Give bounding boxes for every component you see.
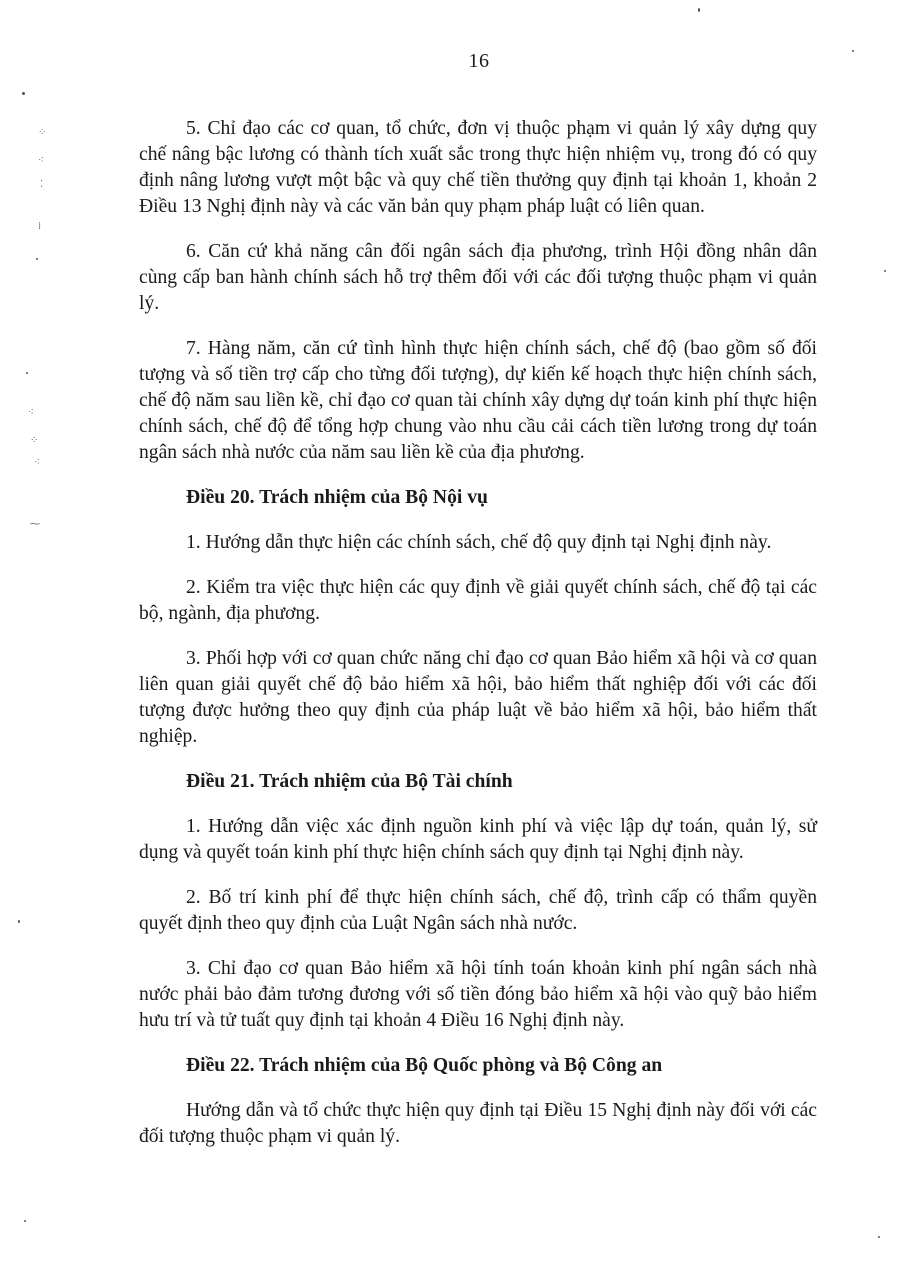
paragraph: 3. Chỉ đạo cơ quan Bảo hiểm xã hội tính toán khoản kinh phí ngân sách nhà nước phải bảo đảm tương đương với số tiền đóng bảo hiểm xã hội vào quỹ bảo hiểm hưu trí và tử tuất quy định tại khoản 4 Điều 16 Nghị định này. <box>139 958 817 1031</box>
paragraph: 5. Chỉ đạo các cơ quan, tổ chức, đơn vị thuộc phạm vi quản lý xây dựng quy chế nâng bậc lương có thành tích xuất sắc trong thực hiện nhiệm vụ, trong đó có quy định nâng lương vượt một bậc và quy chế tiền thưởng quy định tại khoản 1, khoản 2 Điều 13 Nghị định này và các văn bản quy phạm pháp luật có liên quan. <box>139 118 817 217</box>
article-heading: Điều 21. Trách nhiệm của Bộ Tài chính <box>186 771 513 792</box>
paragraph: Hướng dẫn và tổ chức thực hiện quy định tại Điều 15 Nghị định này đối với các đối tượng thuộc phạm vi quản lý. <box>139 1100 817 1147</box>
article-heading: Điều 20. Trách nhiệm của Bộ Nội vụ <box>186 487 488 508</box>
paragraph: 3. Phối hợp với cơ quan chức năng chỉ đạo cơ quan Bảo hiểm xã hội và cơ quan liên quan giải quyết chế độ bảo hiểm xã hội, bảo hiểm thất nghiệp đối với các đối tượng được hưởng theo quy định của pháp luật về bảo hiểm xã hội, bảo hiểm thất nghiệp. <box>139 648 817 747</box>
paragraph: 2. Bố trí kinh phí để thực hiện chính sách, chế độ, trình cấp có thẩm quyền quyết định theo quy định của Luật Ngân sách nhà nước. <box>139 887 817 934</box>
article-heading: Điều 22. Trách nhiệm của Bộ Quốc phòng và Bộ Công an <box>186 1055 663 1076</box>
paragraph: 1. Hướng dẫn việc xác định nguồn kinh phí và việc lập dự toán, quản lý, sử dụng và quyết toán kinh phí thực hiện chính sách quy định tại Nghị định này. <box>139 816 817 863</box>
paragraph: 6. Căn cứ khả năng cân đối ngân sách địa phương, trình Hội đồng nhân dân cùng cấp ban hành chính sách hỗ trợ thêm đối với các đối tượng thuộc phạm vi quản lý. <box>139 241 817 314</box>
paragraph: 1. Hướng dẫn thực hiện các chính sách, chế độ quy định tại Nghị định này. <box>186 532 772 553</box>
document-body <box>139 116 817 1169</box>
page-number: 16 <box>468 50 490 72</box>
paragraph: 2. Kiểm tra việc thực hiện các quy định về giải quyết chính sách, chế độ tại các bộ, ngành, địa phương. <box>139 577 817 624</box>
paragraph: 7. Hàng năm, căn cứ tình hình thực hiện chính sách, chế độ (bao gồm số đối tượng và số tiền trợ cấp cho từng đối tượng), dự kiến kế hoạch thực hiện chính sách, chế độ năm sau liền kề, chỉ đạo cơ quan tài chính xây dựng dự toán kinh phí thực hiện chính sách, chế độ để tổng hợp chung vào nhu cầu cải cách tiền lương trong dự toán ngân sách nhà nước của năm sau liền kề của địa phương. <box>139 338 817 463</box>
